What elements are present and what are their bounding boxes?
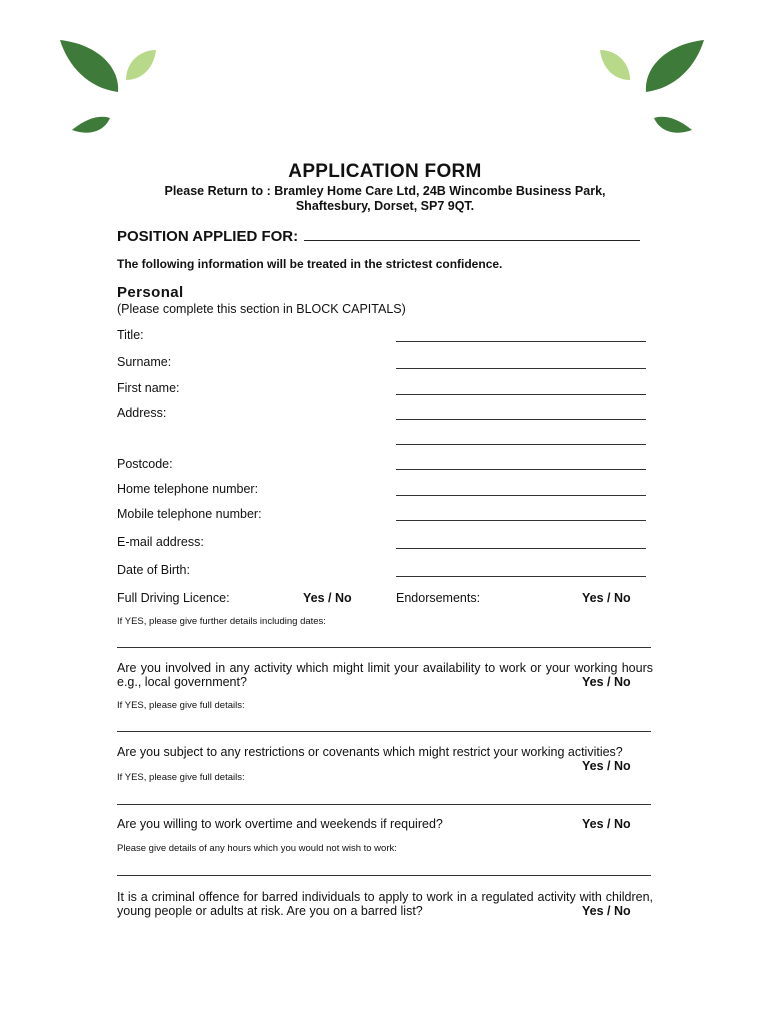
barred-list-yes-no[interactable]: Yes / No <box>582 904 631 918</box>
availability-details-prompt: If YES, please give full details: <box>117 700 245 711</box>
mobile-telephone-input-line[interactable] <box>396 520 646 521</box>
field-label-surname: Surname: <box>117 355 172 369</box>
field-label-home-telephone: Home telephone number: <box>117 482 259 496</box>
driving-details-prompt: If YES, please give further details including dates: <box>117 616 326 627</box>
driving-details-input-line[interactable] <box>117 647 651 648</box>
address-input-line-1[interactable] <box>396 419 646 420</box>
section-heading-personal: Personal <box>117 284 184 301</box>
field-label-address: Address: <box>117 406 167 420</box>
question-overtime: Are you willing to work overtime and weekends if required? <box>117 817 443 831</box>
question-restrictions: Are you subject to any restrictions or covenants which might restrict your working activities? <box>117 745 623 759</box>
address-input-line-2[interactable] <box>396 444 646 445</box>
leaf-logo-left <box>48 36 168 140</box>
block-capitals-note: (Please complete this section in BLOCK CAPITALS) <box>117 302 406 316</box>
field-label-title: Title: <box>117 328 144 342</box>
restrictions-yes-no[interactable]: Yes / No <box>582 759 631 773</box>
question-availability <box>117 661 653 689</box>
endorsements-yes-no[interactable]: Yes / No <box>582 591 631 605</box>
question-availability-text: Are you involved in any activity which might limit your availability to work or your working hours e.g., local government? <box>117 661 653 689</box>
home-telephone-input-line[interactable] <box>396 495 646 496</box>
email-input-line[interactable] <box>396 548 646 549</box>
overtime-details-input-line[interactable] <box>117 875 651 876</box>
date-of-birth-input-line[interactable] <box>396 576 646 577</box>
field-label-first-name: First name: <box>117 381 180 395</box>
postcode-input-line[interactable] <box>396 469 646 470</box>
position-label: POSITION APPLIED FOR: <box>117 228 299 245</box>
availability-yes-no[interactable]: Yes / No <box>582 675 631 689</box>
question-barred-list: It is a criminal offence for barred individuals to apply to work in a regulated activity with children, young people or adults at risk. Are you on a barred list? <box>117 890 653 918</box>
driving-licence-label: Full Driving Licence: <box>117 591 230 605</box>
field-label-date-of-birth: Date of Birth: <box>117 563 190 577</box>
availability-details-input-line[interactable] <box>117 731 651 732</box>
endorsements-label: Endorsements: <box>396 591 481 605</box>
field-label-email: E-mail address: <box>117 535 204 549</box>
return-address-line2: Shaftesbury, Dorset, SP7 9QT. <box>295 199 475 213</box>
overtime-yes-no[interactable]: Yes / No <box>582 817 631 831</box>
leaf-logo-right <box>596 36 716 140</box>
surname-input-line[interactable] <box>396 368 646 369</box>
return-address-line1: Please Return to : Bramley Home Care Ltd, 24B Wincombe Business Park, <box>164 184 606 198</box>
restrictions-details-input-line[interactable] <box>117 804 651 805</box>
driving-licence-yes-no[interactable]: Yes / No <box>303 591 352 605</box>
field-label-mobile-telephone: Mobile telephone number: <box>117 507 262 521</box>
first-name-input-line[interactable] <box>396 394 646 395</box>
overtime-details-prompt: Please give details of any hours which you would not wish to work: <box>117 843 397 854</box>
position-applied-for <box>117 228 640 245</box>
restrictions-details-prompt: If YES, please give full details: <box>117 772 245 783</box>
title-input-line[interactable] <box>396 341 646 342</box>
field-label-postcode: Postcode: <box>117 457 173 471</box>
form-title: APPLICATION FORM <box>288 161 482 182</box>
confidential-note: The following information will be treated in the strictest confidence. <box>117 257 503 271</box>
position-input-line[interactable] <box>304 228 640 241</box>
